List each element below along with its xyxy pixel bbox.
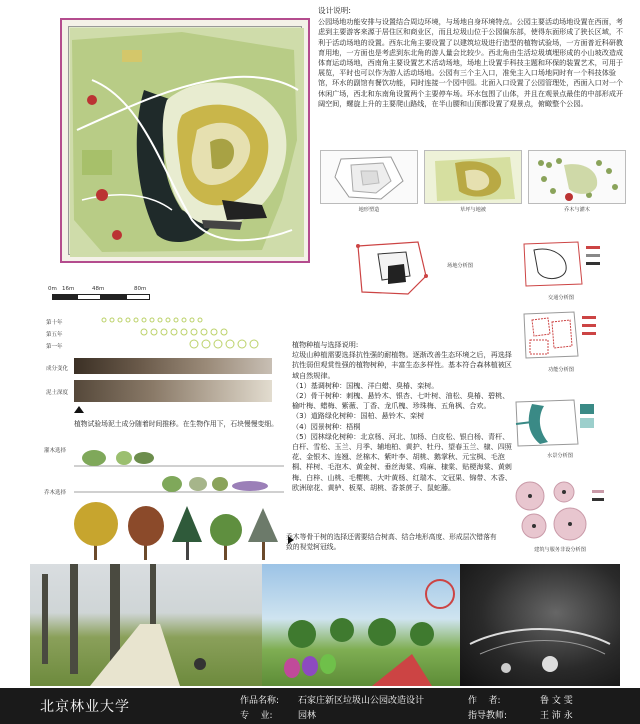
tree-selection-label: 乔木选择 [44, 490, 67, 496]
tree-note: 乔木等骨干树的选择还需要结合树高、结合地形高度、形成层次错落有致的视觉轲冠线。 [286, 533, 497, 551]
photo-park-plaza [262, 564, 460, 686]
shrub-illustrations [74, 442, 284, 496]
year-10-label: 第十年 [46, 320, 63, 326]
site-plan-map [60, 18, 310, 263]
advisor-label: 指导教师: [468, 711, 508, 721]
design-description-body: 公园场地功能安排与设置结合周边环境，与场地自身环境特点。公园主要活动场地设置在西面，考虑到主要游客来源于居住区和商业区，而且垃圾山位于公园偏东部，使得东面形成了狭长区域，不利于活动场地的设置。西东北角主要设置了以建筑垃圾进行造型的植物试验场，一方面普近科研教育用地，一方面也是考虑到东北角的游人量会比较少。西北角由生活垃圾填埋形成的小山坡改造成体育运动场地，西南角主要设置艺术活动场地，场地上设置手科技主题和环保的装置艺术，可用于展览，平时也可以作为游人活动场地。公园有三个主入口，准免主入口场地同时有一个科技体验馆，环水的副馆有餐饮功能，同时连接一个园中园。北面入口设置了公园管理处，西面入口对一个休闲广场，西北和东南角设置两个主要停车场。环水包围了山体，并且在观景点最佳的中部形成开阔空间，螺旋上升的主要爬山路线，在半山腰和山顶都设置了观景点，俯瞰整个公园。 [318, 17, 624, 108]
major: 园林 [298, 711, 317, 721]
year-5-label: 第五年 [46, 332, 63, 338]
grass-thumb [424, 150, 522, 204]
caption-function: 功能分析图 [548, 367, 574, 373]
caption-water: 水景分析图 [547, 453, 573, 459]
work-name-label: 作品名称: [240, 696, 280, 706]
soil-note-marker [74, 406, 84, 413]
scale-label-80: 80m [134, 286, 147, 292]
building-analysis-diagram [512, 478, 608, 544]
scale-label-48: 48m [92, 286, 105, 292]
advisor-name: 王 沛 永 [540, 711, 573, 721]
caption-grass: 草坪与地被 [460, 207, 486, 213]
caption-tree-shrub: 乔木与灌木 [564, 207, 590, 213]
tree-illustrations [74, 498, 284, 562]
traffic-analysis-diagram [518, 236, 604, 292]
soil-particle-timeline [74, 314, 274, 350]
author-label: 作 者: [468, 696, 501, 706]
scale-bar [52, 294, 150, 300]
caption-traffic: 交通分析图 [548, 295, 574, 301]
function-analysis-diagram [518, 306, 604, 364]
terrain-thumb [320, 150, 418, 204]
major-label: 专 业: [240, 711, 273, 721]
university-name: 北京林业大学 [40, 699, 130, 715]
entry-analysis-diagram [348, 236, 438, 300]
caption-building: 建筑与服务非设分析图 [534, 547, 586, 553]
soil-gradient-bar [74, 358, 272, 374]
year-1-label: 第一年 [46, 344, 63, 350]
design-description [318, 6, 630, 109]
photo-night-plaza [460, 564, 620, 686]
soil-texture-bar [74, 380, 272, 402]
shrub-selection-label: 灌木选择 [44, 448, 67, 454]
site-plan-drawing [62, 20, 310, 263]
tree-shrub-thumb [528, 150, 626, 204]
soil-depth-label: 泥土深度 [46, 390, 69, 396]
footer-bar [0, 688, 640, 724]
design-description-title: 设计说明: [318, 6, 351, 15]
caption-terrain: 地形塑造 [358, 207, 380, 213]
work-name: 石家庄新区垃圾山公园改造设计 [298, 696, 425, 706]
soil-change-label: 成分变化 [46, 366, 69, 372]
scale-label-16: 16m [62, 286, 75, 292]
photo-forest-path [30, 564, 262, 686]
water-analysis-diagram [512, 394, 608, 450]
soil-note: 植物试验场泥土成分随着时间推移。在生物作用下，石块慢慢变细。 [74, 420, 278, 428]
plant-description: 植物种植与选择说明: 垃圾山种植需要选择抗性强的耐植物。逐渐改善生态环境之后，再选择抗性弱但观赏性强的植物树种，丰富生态多样性。基本符合森林植被区域自然规律。 （1）基调树种：国槐、洋白蜡、臭椿、栾树。 （2）骨干树种：刺槐、悬铃木、银杏、七叶树、油松、臭椿、碧桃、榆叶梅、蜡梅、紫薇、丁香、龙爪槐、珍珠梅、五角枫、合欢。 （3）道路绿化树种：国柏、悬铃木、栾树 （4）园景树种：梧桐 （5）园林绿化树种：北京杨、河北、加杨、白皮松、银白杨、青杆、白杆、雪松、玉兰、月季、辅地柏、黄护、牡丹、望春玉兰、棣、四照花、金银木、连翘、丝棉木、紫叶李、胡桃、鹅掌秋、元宝枫、毛泡桐、样树、毛泡木、黄金树、垂丝海棠、鸡麻、棣棠、贴梗海棠、黄刺梅、白梓、山桃、毛樱桃、大叶黄杨、红瑞木、文冠果、锦带、木香、欧洲琼花、黄栌、板栗、胡桃、香茶蔗子、鼠蛇藤。 [292, 340, 512, 492]
caption-entry: 场地分析图 [447, 263, 473, 269]
author-name: 鲁 文 雯 [540, 696, 573, 706]
scale-label-0: 0m [48, 286, 57, 292]
